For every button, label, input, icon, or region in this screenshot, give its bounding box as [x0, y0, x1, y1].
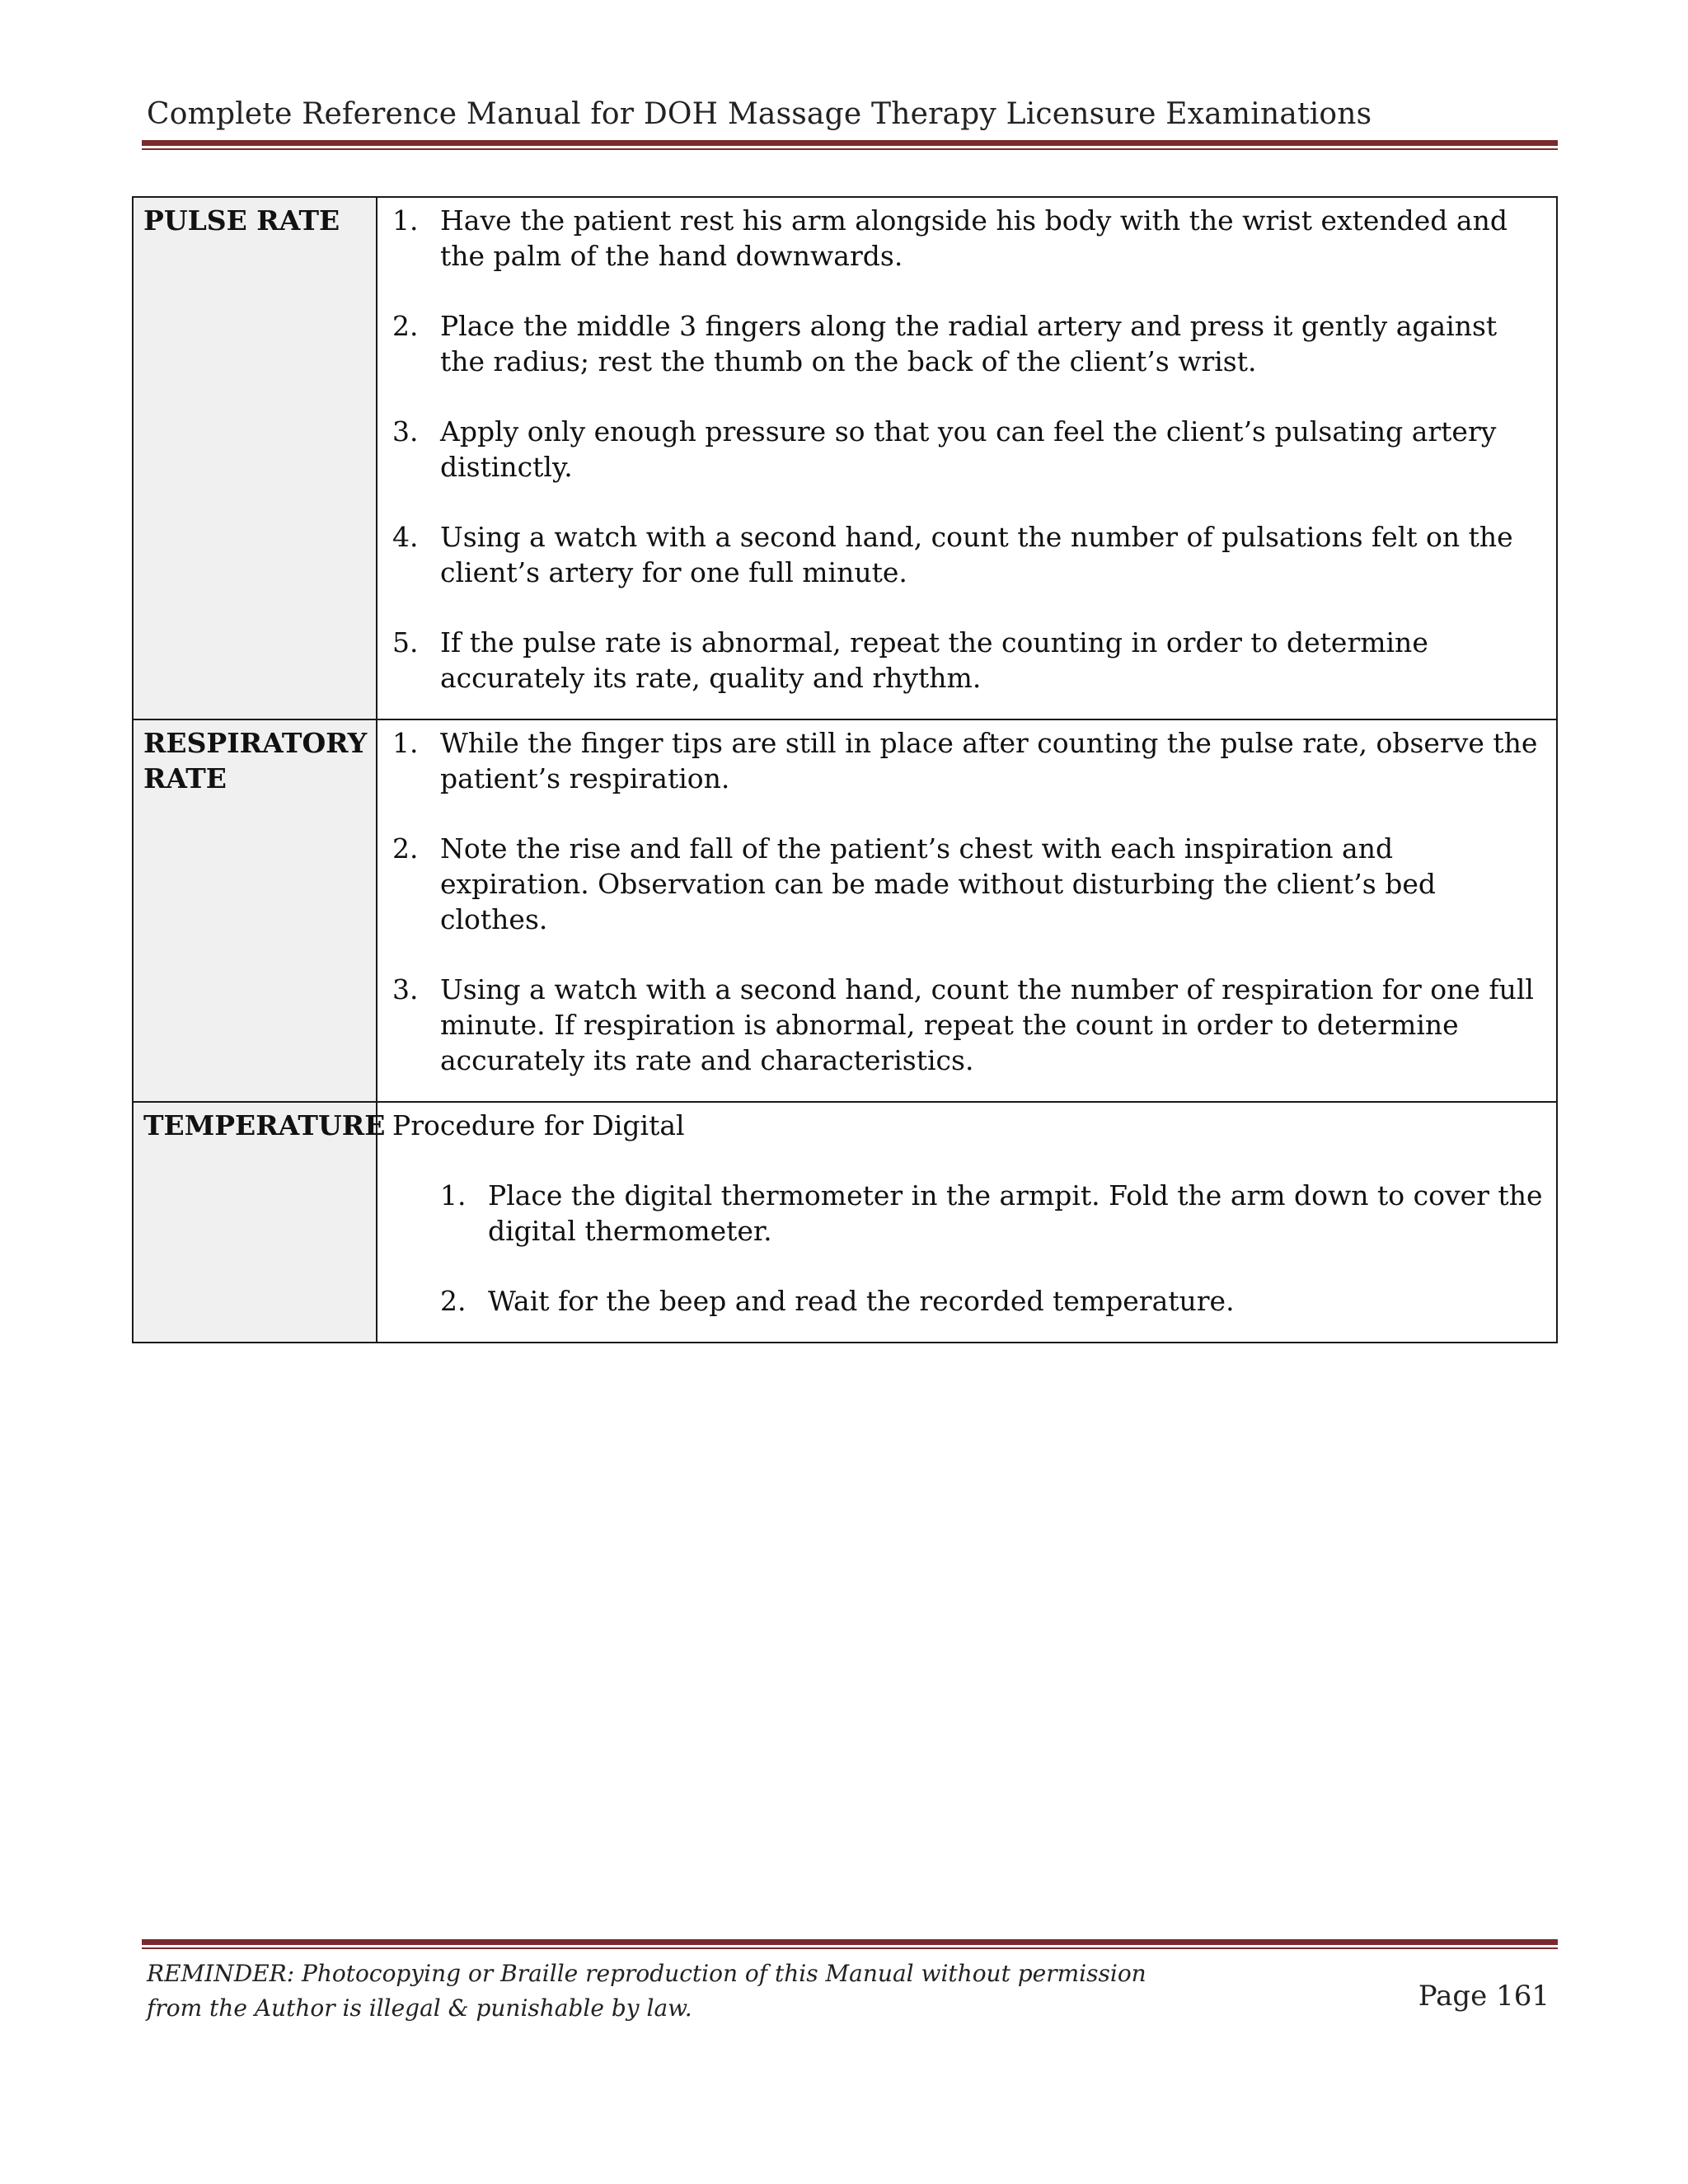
table-row: [133, 197, 1557, 719]
step-text: Place the digital thermometer in the armpit. Fold the arm down to cover the digital thermometer.: [488, 1179, 1543, 1247]
step-number: 1.: [392, 204, 419, 237]
step-text: If the pulse rate is abnormal, repeat the counting in order to determine accurately its rate, quality and rhythm.: [440, 626, 1428, 694]
reminder-line: REMINDER: Photocopying or Braille reproduction of this Manual without permission: [147, 1960, 1146, 1987]
reminder-line: from the Author is illegal & punishable by law.: [147, 1994, 692, 2022]
step-number: 4.: [392, 521, 419, 553]
list-item: [440, 1178, 1545, 1249]
step-number: 3.: [392, 415, 419, 448]
list-item: [440, 1283, 1545, 1319]
procedure-heading: Procedure for Digital: [392, 1109, 685, 1141]
header-divider: [142, 140, 1558, 150]
step-text: While the finger tips are still in place after counting the pulse rate, observe the patient’s respiration.: [440, 727, 1538, 794]
step-number: 2.: [392, 310, 419, 342]
list-item: [392, 972, 1545, 1078]
table-row: [133, 719, 1557, 1102]
pulse-rate-steps: [377, 197, 1557, 719]
copyright-reminder: [147, 1957, 1146, 2026]
vital-signs-table: [132, 196, 1558, 1343]
list-item: [392, 519, 1545, 590]
list-item: [392, 414, 1545, 485]
step-number: 3.: [392, 973, 419, 1005]
step-text: Note the rise and fall of the patient’s chest with each inspiration and expiration. Observation can be made without disturbing the client’s bed clothes.: [440, 832, 1436, 935]
step-text: Have the patient rest his arm alongside his body with the wrist extended and the palm of the hand downwards.: [440, 204, 1507, 272]
step-number: 1.: [440, 1179, 467, 1212]
step-text: Place the middle 3 fingers along the radial artery and press it gently against the radius; rest the thumb on the back of the client’s wrist.: [440, 310, 1498, 377]
temperature-steps: [377, 1102, 1557, 1343]
step-number: 5.: [392, 626, 419, 658]
row-label-temperature: TEMPERATURE: [133, 1102, 377, 1343]
row-label-respiratory-rate: RESPIRATORY RATE: [133, 719, 377, 1102]
step-number: 1.: [392, 727, 419, 759]
row-label-pulse-rate: PULSE RATE: [133, 197, 377, 719]
page-header-title: Complete Reference Manual for DOH Massage Therapy Licensure Examinations: [147, 97, 1372, 131]
step-number: 2.: [440, 1285, 467, 1317]
step-text: Apply only enough pressure so that you can feel the client’s pulsating artery distinctly.: [440, 415, 1497, 483]
page-number: Page 161: [1418, 1980, 1550, 2013]
step-number: 2.: [392, 832, 419, 865]
list-item: [392, 831, 1545, 937]
step-text: Using a watch with a second hand, count the number of pulsations felt on the client’s artery for one full minute.: [440, 521, 1513, 588]
respiratory-rate-steps: [377, 719, 1557, 1102]
table-row: [133, 1102, 1557, 1343]
list-item: [392, 308, 1545, 379]
list-item: [392, 625, 1545, 696]
footer-divider: [142, 1939, 1558, 1949]
step-text: Using a watch with a second hand, count the number of respiration for one full minute. If respiration is abnormal, repeat the count in order to determine accurately its rate and characteristics.: [440, 973, 1534, 1076]
step-text: Wait for the beep and read the recorded temperature.: [488, 1285, 1235, 1317]
list-item: [392, 203, 1545, 274]
list-item: [392, 725, 1545, 796]
